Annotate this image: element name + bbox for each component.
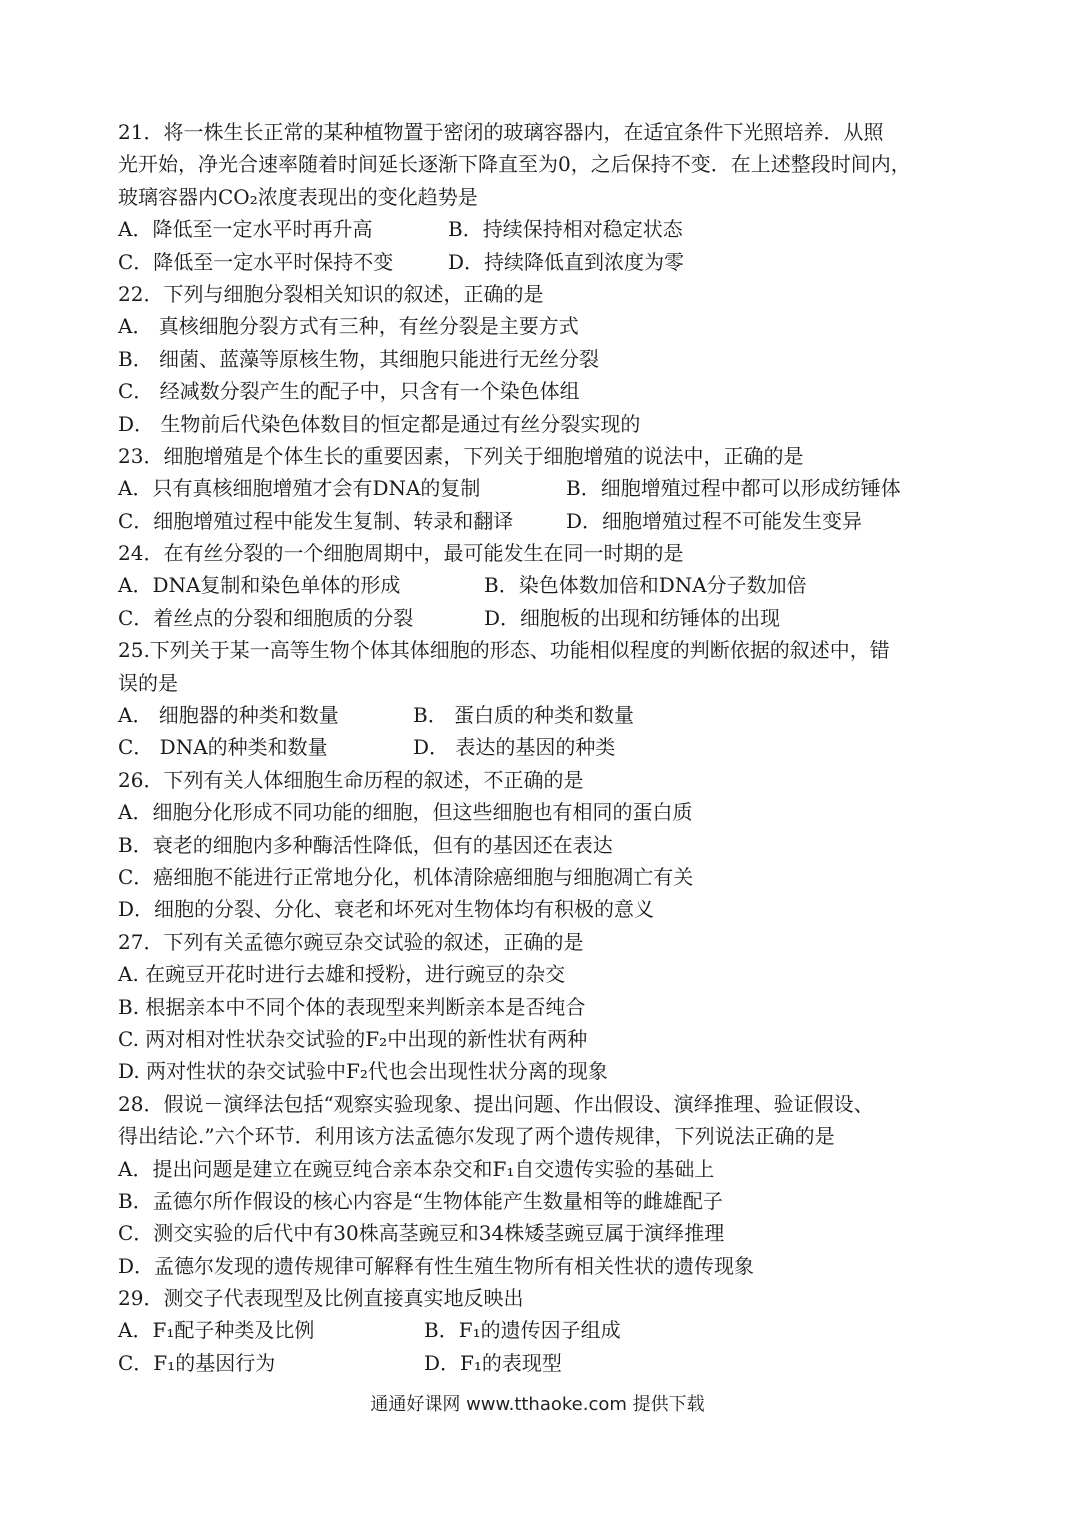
text-line: 得出结论.”六个环节．利用该方法孟德尔发现了两个遗传规律，下列说法正确的是: [118, 1124, 835, 1149]
text-line: D． 生物前后代染色体数目的恒定都是通过有丝分裂实现的: [118, 411, 641, 436]
text-line: 23．细胞增殖是个体生长的重要因素，下列关于细胞增殖的说法中，正确的是: [118, 443, 804, 468]
text-line: 27．下列有关孟德尔豌豆杂交试验的叙述，正确的是: [118, 929, 584, 954]
text-line: 玻璃容器内CO₂浓度表现出的变化趋势是: [118, 184, 478, 209]
text-line: [118, 602, 968, 634]
text-line: D．孟德尔发现的遗传规律可解释有性生殖生物所有相关性状的遗传现象: [118, 1253, 755, 1278]
text-line: 24．在有丝分裂的一个细胞周期中，最可能发生在同一时期的是: [118, 541, 684, 566]
option-text: D．持续降低直到浓度为零: [448, 249, 685, 274]
text-line: 21．将一株生长正常的某种植物置于密闭的玻璃容器内，在适宜条件下光照培养．从照: [118, 120, 884, 144]
option-text: C．细胞增殖过程中能发生复制、转录和翻译: [118, 508, 514, 533]
text-line: [118, 246, 968, 278]
text-line: [118, 699, 968, 731]
text-line: 26．下列有关人体细胞生命历程的叙述，不正确的是: [118, 767, 584, 792]
footer-source-note: 通通好课网 www.tthaoke.com 提供下载: [370, 1394, 705, 1415]
text-line: B．衰老的细胞内多种酶活性降低，但有的基因还在表达: [118, 832, 613, 857]
text-line: [118, 1314, 968, 1346]
text-line: 误的是: [118, 670, 178, 695]
text-line: [118, 505, 968, 537]
option-text: A．只有真核细胞增殖才会有DNA的复制: [118, 476, 481, 501]
option-text: B．细胞增殖过程中都可以形成纺锤体: [566, 476, 901, 501]
text-line: B. 根据亲本中不同个体的表现型来判断亲本是否纯合: [118, 994, 586, 1019]
option-text: B．持续保持相对稳定状态: [448, 217, 683, 242]
option-text: C．着丝点的分裂和细胞质的分裂: [118, 605, 414, 630]
text-line: D. 两对性状的杂交试验中F₂代也会出现性状分离的现象: [118, 1059, 608, 1084]
text-line: C．癌细胞不能进行正常地分化，机体清除癌细胞与细胞凋亡有关: [118, 864, 694, 889]
text-line: [118, 1347, 968, 1379]
text-line: A．细胞分化形成不同功能的细胞，但这些细胞也有相同的蛋白质: [118, 800, 693, 825]
option-text: D．细胞增殖过程不可能发生变异: [566, 508, 863, 533]
exam-page-content: [118, 116, 968, 1379]
text-line: 28．假说－演绎法包括“观察实验现象、提出问题、作出假设、演绎推理、验证假设、: [118, 1091, 874, 1116]
text-line: [118, 731, 968, 763]
text-line: A． 真核细胞分裂方式有三种，有丝分裂是主要方式: [118, 314, 579, 339]
text-line: [118, 213, 968, 245]
text-line: A．提出问题是建立在豌豆纯合亲本杂交和F₁自交遗传实验的基础上: [118, 1156, 715, 1181]
text-line: 25.下列关于某一高等生物个体其体细胞的形态、功能相似程度的判断依据的叙述中，错: [118, 638, 890, 663]
option-text: C．F₁的基因行为: [118, 1350, 276, 1375]
text-line: C． 经减数分裂产生的配子中，只含有一个染色体组: [118, 379, 580, 404]
text-line: 22．下列与细胞分裂相关知识的叙述，正确的是: [118, 281, 544, 306]
text-line: [118, 569, 968, 601]
option-text: B． 蛋白质的种类和数量: [413, 703, 635, 728]
text-line: [118, 472, 968, 504]
text-line: C．测交实验的后代中有30株高茎豌豆和34株矮茎豌豆属于演绎推理: [118, 1221, 725, 1246]
option-text: A．F₁配子种类及比例: [118, 1318, 315, 1343]
option-text: B．染色体数加倍和DNA分子数加倍: [484, 573, 807, 598]
text-line: B． 细菌、蓝藻等原核生物，其细胞只能进行无丝分裂: [118, 346, 600, 371]
option-text: D． 表达的基因的种类: [413, 735, 616, 760]
option-text: C． DNA的种类和数量: [118, 735, 328, 760]
option-text: A．DNA复制和染色单体的形成: [118, 573, 401, 598]
option-text: C．降低至一定水平时保持不变: [118, 249, 394, 274]
text-line: B．孟德尔所作假设的核心内容是“生物体能产生数量相等的雌雄配子: [118, 1188, 723, 1213]
option-text: D．细胞板的出现和纺锤体的出现: [484, 605, 781, 630]
option-text: B．F₁的遗传因子组成: [424, 1318, 621, 1343]
option-text: D．F₁的表现型: [424, 1350, 562, 1375]
text-line: 29．测交子代表现型及比例直接真实地反映出: [118, 1286, 524, 1311]
text-line: C. 两对相对性状杂交试验的F₂中出现的新性状有两种: [118, 1026, 588, 1051]
text-line: A. 在豌豆开花时进行去雄和授粉，进行豌豆的杂交: [118, 962, 566, 987]
option-text: A．降低至一定水平时再升高: [118, 217, 373, 242]
text-line: D．细胞的分裂、分化、衰老和坏死对生物体均有积极的意义: [118, 897, 655, 922]
text-line: 光开始，净光合速率随着时间延长逐渐下降直至为0，之后保持不变．在上述整段时间内，: [118, 152, 911, 177]
option-text: A． 细胞器的种类和数量: [118, 703, 339, 728]
